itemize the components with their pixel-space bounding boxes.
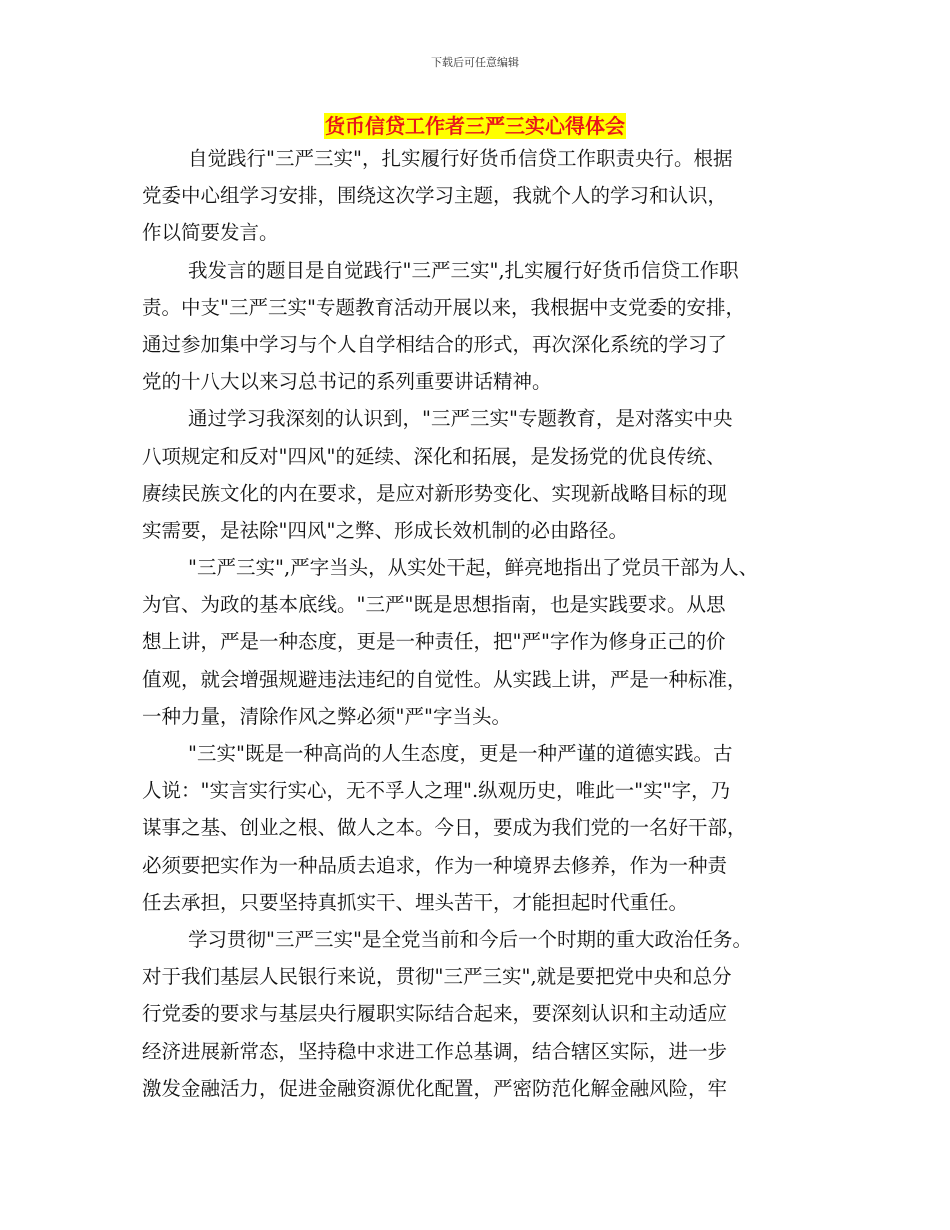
header-note: 下载后可任意编辑	[431, 56, 519, 69]
paragraph-first-line: 学习贯彻"三严三实"是全党当前和今后一个时期的重大政治任务。	[188, 927, 752, 951]
paragraph-first-line: 通过学习我深刻的认识到，"三严三实"专题教育，是对落实中央	[188, 407, 733, 431]
document-body	[142, 140, 832, 1107]
paragraph-first-line: "三实"既是一种高尚的人生态度，更是一种严谨的道德实践。古	[188, 742, 733, 765]
paragraph-line: 激发金融活力，促进金融资源优化配置，严密防范化解金融风险，牢	[142, 1076, 728, 1100]
paragraph-line: 党委中心组学习安排，围绕这次学习主题，我就个人的学习和认识，	[142, 184, 728, 208]
paragraph-line: 对于我们基层人民银行来说，贯彻"三严三实",就是要把党中央和总分	[142, 965, 732, 989]
paragraph-line: 赓续民族文化的内在要求，是应对新形势变化、实现新战略目标的现	[142, 481, 728, 505]
paragraph-line: 想上讲，严是一种态度，更是一种责任，把"严"字作为修身正己的价	[142, 630, 726, 654]
paragraph-first-line: 自觉践行"三严三实"，扎实履行好货币信贷工作职责央行。根据	[188, 147, 733, 170]
document-title: 货币信贷工作者三严三实心得体会	[325, 114, 625, 138]
paragraph-line: 作以简要发言。	[142, 221, 279, 245]
paragraph-first-line: 我发言的题目是自觉践行"三严三实",扎实履行好货币信贷工作职	[188, 258, 739, 282]
paragraph-line: 八项规定和反对"四风"的延续、深化和拓展，是发扬党的优良传统、	[142, 444, 726, 468]
title-container	[0, 113, 950, 139]
paragraph-line: 经济进展新常态，坚持稳中求进工作总基调，结合辖区实际，进一步	[142, 1039, 728, 1063]
paragraph-line: 人说："实言实行实心，无不孚人之理".纵观历史，唯此一"实"字，乃	[142, 779, 731, 803]
paragraph-line: 一种力量，清除作风之弊必须"严"字当头。	[142, 704, 511, 728]
paragraph-line: 实需要，是祛除"四风"之弊、形成长效机制的必由路径。	[142, 518, 628, 542]
paragraph-line: 责。中支"三严三实"专题教育活动开展以来，我根据中支党委的安排，	[142, 295, 745, 319]
paragraph-line: 任去承担，只要坚持真抓实干、埋头苦干，才能担起时代重任。	[142, 890, 689, 914]
paragraph-line: 通过参加集中学习与个人自学相结合的形式，再次深化系统的学习了	[142, 332, 728, 356]
paragraph-line: 为官、为政的基本底线。"三严"既是思想指南，也是实践要求。从思	[142, 593, 726, 617]
paragraph-first-line: "三严三实",严字当头，从实处干起，鲜亮地指出了党员干部为人、	[188, 556, 759, 580]
paragraph-line: 党的十八大以来习总书记的系列重要讲话精神。	[142, 370, 552, 394]
paragraph-line: 行党委的要求与基层央行履职实际结合起来，要深刻认识和主动适应	[142, 1002, 728, 1026]
paragraph-line: 谋事之基、创业之根、做人之本。今日，要成为我们党的一名好干部，	[142, 816, 747, 840]
paragraph-line: 必须要把实作为一种品质去追求，作为一种境界去修养，作为一种责	[142, 853, 728, 877]
paragraph-line: 值观，就会增强规避违法违纪的自觉性。从实践上讲，严是一种标准，	[142, 667, 747, 691]
